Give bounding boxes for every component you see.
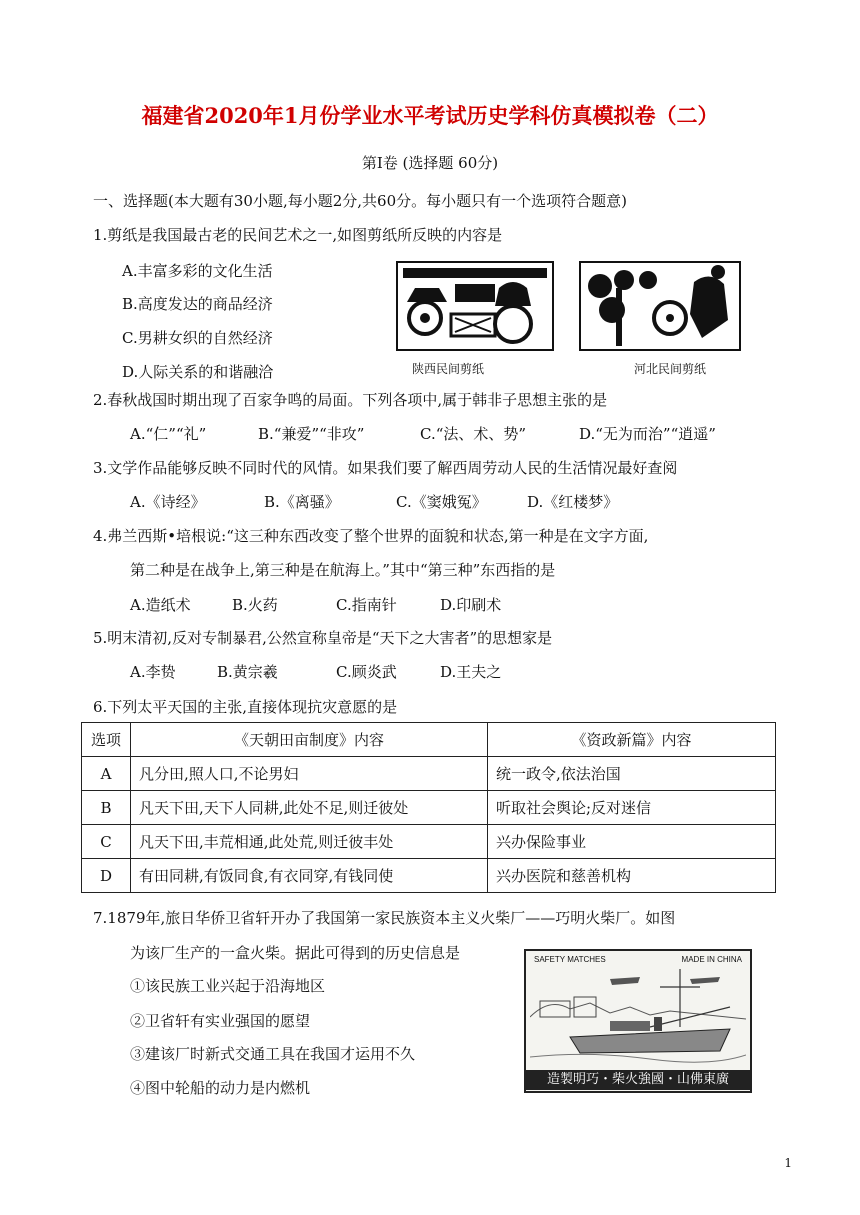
papercut-image-hebei — [578, 258, 743, 354]
table-row[interactable] — [82, 791, 776, 825]
q6-table — [81, 722, 776, 893]
q2-option-c[interactable]: C.“法、术、势” — [420, 425, 527, 443]
table-cell: 兴办医院和慈善机构 — [488, 859, 776, 893]
q2-option-a[interactable]: A.“仁”“礼” — [130, 425, 207, 443]
papercut-image-shaanxi — [395, 258, 555, 354]
caption-shaanxi: 陕西民间剪纸 — [412, 362, 485, 376]
table-row[interactable] — [82, 859, 776, 893]
table-header-cell: 《天朝田亩制度》内容 — [131, 723, 488, 757]
q4-option-b[interactable]: B.火药 — [232, 596, 278, 614]
matchbox-label-bottom: 造製明巧・柴火強國・山佛東廣 — [526, 1070, 750, 1090]
table-row[interactable] — [82, 825, 776, 859]
q2-stem: 2.春秋战国时期出现了百家争鸣的局面。下列各项中,属于韩非子思想主张的是 — [93, 391, 608, 409]
q3-option-b[interactable]: B.《离骚》 — [264, 493, 340, 511]
matchbox-label-right: MADE IN CHINA — [681, 955, 742, 964]
q1-option-b[interactable]: B.高度发达的商品经济 — [122, 295, 273, 313]
q7-stem-line1: 7.1879年,旅日华侨卫省轩开办了我国第一家民族资本主义火柴厂——巧明火柴厂。如图 — [93, 909, 676, 927]
q2-option-d[interactable]: D.“无为而治”“逍遥” — [579, 425, 716, 443]
table-header-row — [82, 723, 776, 757]
q7-item-2[interactable]: ②卫省轩有实业强国的愿望 — [130, 1012, 311, 1030]
table-cell: D — [82, 859, 131, 893]
q1-option-c[interactable]: C.男耕女织的自然经济 — [122, 329, 273, 347]
q5-option-b[interactable]: B.黄宗羲 — [217, 663, 278, 681]
table-cell: B — [82, 791, 131, 825]
table-cell: A — [82, 757, 131, 791]
table-cell: 凡天下田,天下人同耕,此处不足,则迁彼处 — [131, 791, 488, 825]
q5-option-c[interactable]: C.顾炎武 — [336, 663, 397, 681]
q3-option-c[interactable]: C.《窦娥冤》 — [396, 493, 487, 511]
q3-stem: 3.文学作品能够反映不同时代的风情。如果我们要了解西周劳动人民的生活情况最好查阅 — [93, 459, 678, 477]
q5-stem: 5.明末清初,反对专制暴君,公然宣称皇帝是“天下之大害者”的思想家是 — [93, 629, 553, 647]
instructions: 一、选择题(本大题有30小题,每小题2分,共60分。每小题只有一个选项符合题意) — [93, 192, 627, 210]
table-cell: 凡天下田,丰荒相通,此处荒,则迁彼丰处 — [131, 825, 488, 859]
q1-option-d[interactable]: D.人际关系的和谐融洽 — [122, 363, 274, 381]
q4-stem-line1: 4.弗兰西斯•培根说:“这三种东西改变了整个世界的面貌和状态,第一种是在文字方面, — [93, 527, 649, 545]
section-heading: 第Ⅰ卷 (选择题 60分) — [361, 154, 499, 172]
q3-option-a[interactable]: A.《诗经》 — [130, 493, 206, 511]
q7-item-4[interactable]: ④图中轮船的动力是内燃机 — [130, 1079, 311, 1097]
q7-stem-line2: 为该厂生产的一盒火柴。据此可得到的历史信息是 — [130, 944, 461, 962]
q4-option-a[interactable]: A.造纸术 — [130, 596, 191, 614]
q1-option-a[interactable]: A.丰富多彩的文化生活 — [122, 262, 273, 280]
q4-stem-line2: 第二种是在战争上,第三种是在航海上。”其中“第三种”东西指的是 — [130, 561, 556, 579]
caption-hebei: 河北民间剪纸 — [634, 362, 707, 376]
q3-option-d[interactable]: D.《红楼梦》 — [527, 493, 619, 511]
q7-item-1[interactable]: ①该民族工业兴起于沿海地区 — [130, 977, 326, 995]
q5-option-a[interactable]: A.李贽 — [130, 663, 176, 681]
table-header-cell: 《资政新篇》内容 — [488, 723, 776, 757]
q7-item-3[interactable]: ③建该厂时新式交通工具在我国才运用不久 — [130, 1045, 416, 1063]
page-title: 福建省2020年1月份学业水平考试历史学科仿真模拟卷（二） — [141, 103, 719, 128]
page-number: 1 — [784, 1156, 792, 1170]
matchbox-label-left: SAFETY MATCHES — [534, 955, 606, 964]
q5-option-d[interactable]: D.王夫之 — [440, 663, 502, 681]
table-cell: 兴办保险事业 — [488, 825, 776, 859]
q4-option-c[interactable]: C.指南针 — [336, 596, 397, 614]
table-row[interactable] — [82, 757, 776, 791]
table-cell: 有田同耕,有饭同食,有衣同穿,有钱同使 — [131, 859, 488, 893]
q6-stem: 6.下列太平天国的主张,直接体现抗灾意愿的是 — [93, 698, 398, 716]
table-cell: 统一政令,依法治国 — [488, 757, 776, 791]
table-header-cell: 选项 — [82, 723, 131, 757]
q1-stem: 1.剪纸是我国最古老的民间艺术之一,如图剪纸所反映的内容是 — [93, 226, 503, 244]
table-cell: 听取社会舆论;反对迷信 — [488, 791, 776, 825]
table-cell: 凡分田,照人口,不论男妇 — [131, 757, 488, 791]
q4-option-d[interactable]: D.印刷术 — [440, 596, 502, 614]
table-cell: C — [82, 825, 131, 859]
matchbox-image — [524, 949, 752, 1093]
q2-option-b[interactable]: B.“兼爱”“非攻” — [258, 425, 365, 443]
